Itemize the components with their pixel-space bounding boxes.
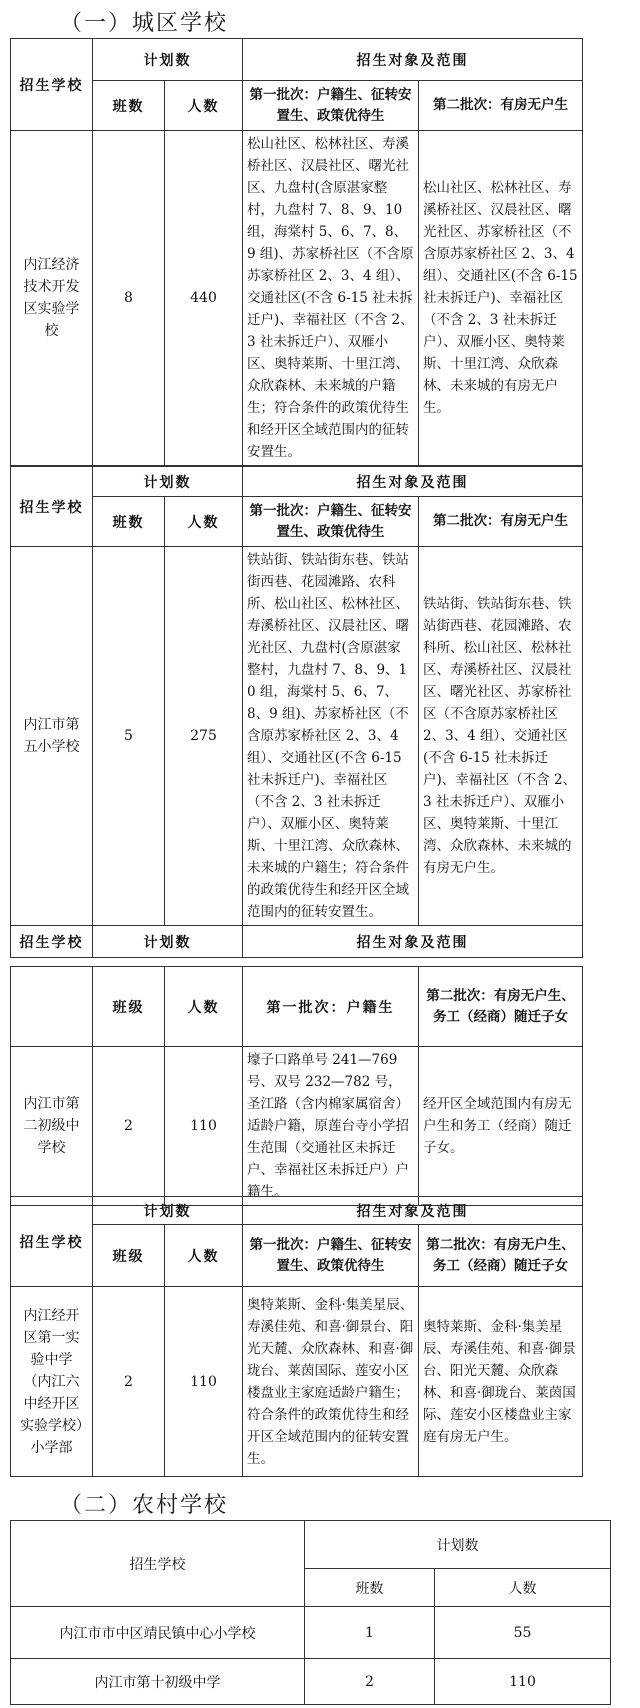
table-row [11,1607,611,1659]
school-name: 内江市第五小学校 [11,547,93,926]
people-value: 110 [165,1287,243,1477]
header-scope: 招生对象及范围 [243,39,583,81]
header-classes: 班数 [305,1569,435,1607]
people-value: 110 [435,1659,611,1705]
header-batch1: 第一批次：户籍生 [243,967,419,1047]
header-batch1: 第一批次：户籍生、征转安置生、政策优待生 [243,81,419,131]
table-school-3 [10,966,583,1206]
people-value: 275 [165,547,243,926]
table-rural-schools [10,1520,611,1705]
blank-cell [11,967,93,1047]
header-batch2: 第二批次：有房无户生 [419,81,583,131]
header-people: 人数 [165,1225,243,1287]
school-name: 内江市市中区靖民镇中心小学校 [11,1607,305,1659]
batch1-scope: 奥特莱斯、金科·集美星辰、寿溪佳苑、和喜·御景台、阳光天麓、众欣森林、和喜·御珑台、莱茵国际、莲安小区楼盘业主家庭适龄户籍生；符合条件的政策优待生和经开区全域范围内的征转安置生。 [243,1287,419,1477]
batch2-scope: 铁站街、铁站街东巷、铁站街西巷、花园滩路、农科所、松山社区、松林社区、寿溪桥社区、汉晨社区、曙光社区、苏家桥社区（不含原苏家桥社区 2、3、4 组）、交通社区(不含 6-15 社未拆迁户)、幸福社区（不含 2、3 社未拆迁户）、双雁小区、奥特莱斯、十里江湾、众欣森林、未来城的有房无户生。 [419,547,583,926]
batch1-scope: 壕子口路单号 241—769 号、双号 232—782 号，圣江路（含内棉家属宿舍）适龄户籍，原莲台寺小学招生范围（交通社区未拆迁户、幸福社区未拆迁户）户籍生。 [243,1047,419,1206]
header-classes: 班级 [93,1225,165,1287]
people-value: 110 [165,1047,243,1206]
header-school: 招生学校 [11,1521,305,1607]
batch2-scope: 奥特莱斯、金科·集美星辰、寿溪佳苑、和喜·御景台、阳光天麓、众欣森林、和喜·御珑台、莱茵国际、莲安小区楼盘业主家庭有房无户生。 [419,1287,583,1477]
header-scope: 招生对象及范围 [243,467,583,497]
batch2-scope: 松山社区、松林社区、寿溪桥社区、汉晨社区、曙光社区、苏家桥社区（不含原苏家桥社区 2、3、4 组）、交通社区(不含 6-15 社未拆迁户)、幸福社区（不含 2、3 社未拆迁户）、双雁小区、奥特莱斯、十里江湾、众欣森林、未来城的有房无户生。 [419,131,583,466]
classes-value: 2 [93,1047,165,1206]
table-school-4 [10,1196,583,1477]
classes-value: 2 [93,1287,165,1477]
header-people: 人数 [435,1569,611,1607]
table-school-1 [10,38,583,466]
header-batch2: 第二批次：有房无户生、务工（经商）随迁子女 [419,1225,583,1287]
header-classes: 班数 [93,81,165,131]
header-plan: 计划数 [93,467,243,497]
header-batch1: 第一批次：户籍生、征转安置生、政策优待生 [243,1225,419,1287]
classes-value: 8 [93,131,165,466]
header-people: 人数 [165,81,243,131]
header-plan: 计划数 [93,926,243,958]
header-batch2: 第二批次：有房无户生 [419,497,583,547]
school-name: 内江市第十初级中学 [11,1659,305,1705]
header-classes: 班数 [93,497,165,547]
people-value: 440 [165,131,243,466]
header-scope: 招生对象及范围 [243,1197,583,1225]
classes-value: 5 [93,547,165,926]
header-plan: 计划数 [93,39,243,81]
classes-value: 1 [305,1607,435,1659]
header-classes: 班级 [93,967,165,1047]
batch2-scope: 经开区全域范围内有房无户生和务工（经商）随迁子女。 [419,1047,583,1206]
header-batch1: 第一批次：户籍生、征转安置生、政策优待生 [243,497,419,547]
table-school-2 [10,466,583,958]
header-plan: 计划数 [93,1197,243,1225]
classes-value: 2 [305,1659,435,1705]
table-row [11,1659,611,1705]
section-title-urban: （一）城区学校 [60,11,229,36]
header-batch2: 第二批次：有房无户生、务工（经商）随迁子女 [419,967,583,1047]
header-school: 招生学校 [11,1197,93,1287]
batch1-scope: 松山社区、松林社区、寿溪桥社区、汉晨社区、曙光社区、九盘村(含原湛家整村，九盘村 7、8、9、10 组，海棠村 5、6、7、8、9 组)、苏家桥社区（不含原苏家桥社区 2、3、4 组）、交通社区(不含 6-15 社未拆迁户)、幸福社区（不含 2、3 社未拆迁户）、双雁小区、奥特莱斯、十里江湾、众欣森林、未来城的户籍生；符合条件的政策优待生和经开区全域范围内的征转安置生。 [243,131,419,466]
header-plan: 计划数 [305,1521,611,1569]
batch1-scope: 铁站街、铁站街东巷、铁站街西巷、花园滩路、农科所、松山社区、松林社区、寿溪桥社区、汉晨社区、曙光社区、九盘村(含原湛家整村，九盘村 7、8、9、10 组，海棠村 5、6、7、8、9 组)、苏家桥社区（不含原苏家桥社区 2、3、4 组）、交通社区(不含 6-15 社未拆迁户)、幸福社区（不含 2、3 社未拆迁户）、双雁小区、奥特莱斯、十里江湾、众欣森林、未来城的户籍生；符合条件的政策优待生和经开区全域范围内的征转安置生。 [243,547,419,926]
school-name: 内江市第二初级中学校 [11,1047,93,1206]
header-people: 人数 [165,967,243,1047]
section-title-rural: （二）农村学校 [60,1493,229,1518]
header-scope: 招生对象及范围 [243,926,583,958]
people-value: 55 [435,1607,611,1659]
school-name: 内江经开区第一实验中学（内江六中经开区实验学校）小学部 [11,1287,93,1477]
school-name: 内江经济技术开发区实验学校 [11,131,93,466]
header-people: 人数 [165,497,243,547]
header-school: 招生学校 [11,39,93,131]
header-school: 招生学校 [11,467,93,547]
header-school: 招生学校 [11,926,93,958]
